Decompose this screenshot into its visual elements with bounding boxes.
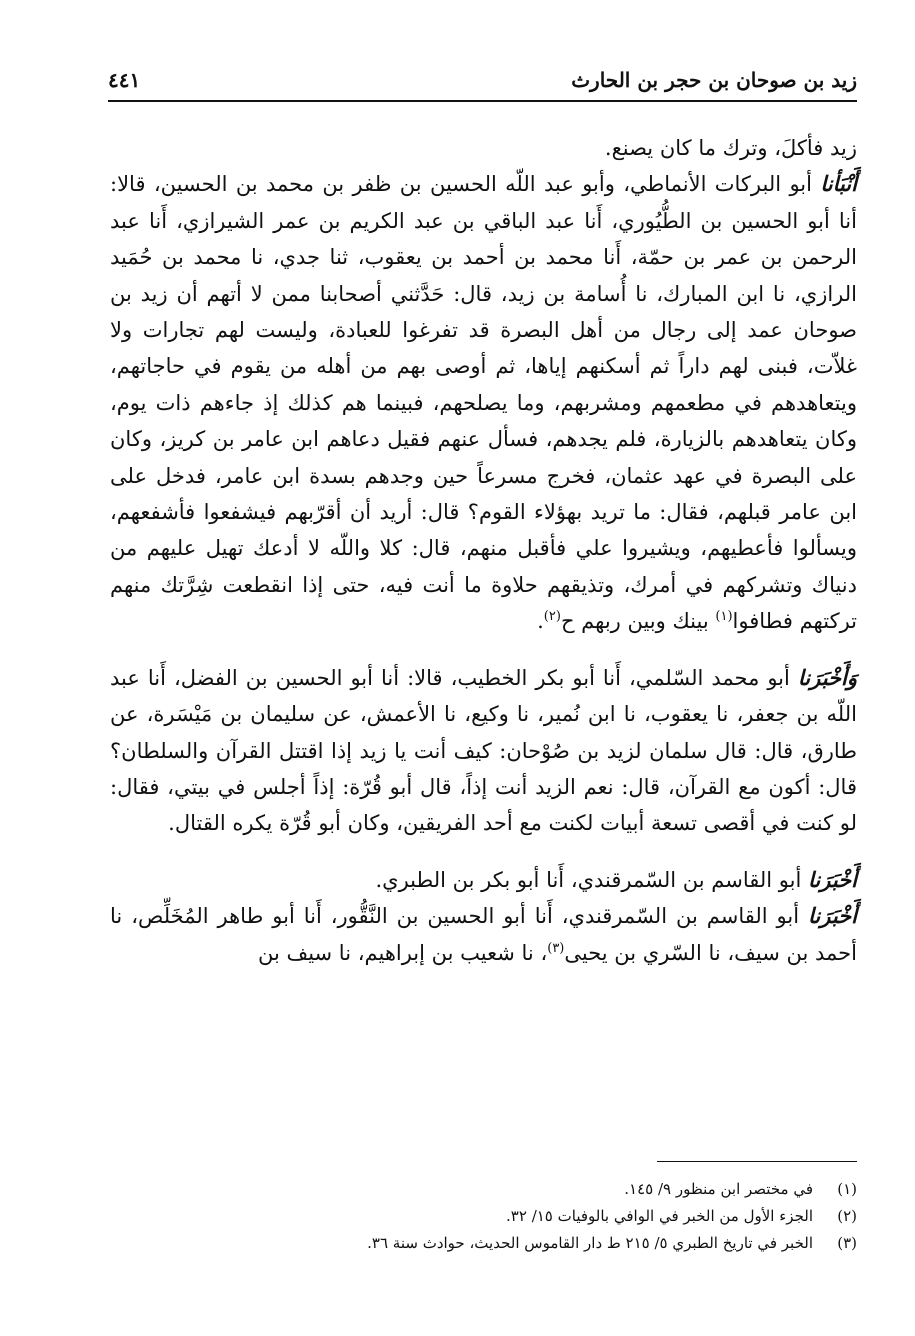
paragraph-text: أبو القاسم بن السّمرقندي، أَنا أبو الحسين بن النَّقُّور، أَنا أبو طاهر المُخَلِّص، نا أحمد بن سيف، نا السّري بن يحيى (110, 904, 857, 965)
footnote-divider (657, 1161, 857, 1162)
page-number: ٤٤١ (108, 68, 141, 92)
footnote-marker[interactable]: (٢) (543, 609, 561, 625)
footnote-number: (٣) (837, 1234, 857, 1252)
footnote-marker[interactable]: (١) (715, 609, 733, 625)
page-title: زيد بن صوحان بن حجر بن الحارث (571, 68, 857, 92)
footnote-number: (١) (837, 1180, 857, 1198)
paragraph-1 (110, 130, 857, 166)
paragraph-lead: أَنْبَأنا (820, 171, 857, 197)
paragraph-text: ، نا شعيب بن إبراهيم، نا سيف بن (257, 940, 548, 965)
paragraph-2 (110, 166, 857, 639)
paragraph-text: أبو القاسم بن السّمرقندي، أَنا أبو بكر بن الطبري. (375, 867, 809, 892)
footnotes (110, 1176, 857, 1257)
paragraph-text: زيد فأكلَ، وترك ما كان يصنع. (604, 136, 857, 160)
paragraph-text: أبو محمد السّلمي، أَنا أبو بكر الخطيب، قالا: أنا أبو الحسين بن الفضل، أَنا عبد اللّه بن جعفر، نا يعقوب، نا ابن نُمير، نا وكيع، نا الأعمش، عن سليمان بن مَيْسَرة، عن طارق، قال: قال سلمان لزيد بن صُوْحان: كيف أنت يا زيد إذا اقتتل القرآن والسلطان؟ قال: أكون مع القرآن، قال: نعم الزيد أنت إذاً، قال أبو قُرّة: إذاً أجلس في بيتي، فقال: لو كنت في أقصى تسعة أبيات لكنت مع أحد الفريقين، وكان أبو قُرّة يكره القتال. (110, 665, 857, 836)
paragraph-lead: أَخْبَرَنا (808, 903, 857, 929)
paragraph-5 (110, 898, 857, 971)
footnote-text: الخبر في تاريخ الطبري ٥/ ٢١٥ ط دار القاموس الحديث، حوادث سنة ٣٦. (367, 1234, 813, 1252)
footnote-item (110, 1203, 857, 1230)
running-header (108, 62, 857, 98)
footnote-number: (٢) (837, 1207, 857, 1225)
header-divider (108, 100, 857, 102)
footnote-text: الجزء الأول من الخبر في الوافي بالوفيات ١٥/ ٣٢. (506, 1207, 813, 1225)
footnote-item (110, 1176, 857, 1203)
footnote-marker[interactable]: (٣) (547, 940, 565, 956)
paragraph-text: بينك وبين ربهم ح (560, 609, 716, 634)
footnote-item (110, 1230, 857, 1257)
main-text (110, 130, 857, 971)
footnote-text: في مختصر ابن منظور ٩/ ١٤٥. (624, 1180, 813, 1198)
paragraph-text: أبو البركات الأنماطي، وأبو عبد اللّه الحسين بن ظفر بن محمد بن الحسين، قالا: أنا أبو الحسين بن الطُّيُوري، أَنا عبد الباقي بن عبد الكريم بن عمر الشيرازي، أَنا عبد الرحمن بن عمر بن حمّة، أَنا محمد بن أحمد بن يعقوب، ثنا جدي، نا محمد بن حُمَيد الرازي، نا ابن المبارك، نا أُسامة بن زيد، قال: حَدَّثني أصحابنا ممن لا أتهم أن زيد بن صوحان عمد إلى رجال من أهل البصرة قد تفرغوا للعبادة، وليست لهم تجارات ولا غلاّت، فبنى لهم داراً ثم أسكنهم إياها، ثم أوصى بهم من أهله من يقوم في حاجاتهم، ويتعاهدهم في مطعمهم ومشربهم، وما يصلحهم، فبينما هم كذلك إذ جاءهم ذات يوم، وكان يتعاهدهم بالزيارة، فلم يجدهم، فسأل عنهم فقيل دعاهم ابن عامر بن كريز، وكان على البصرة في عهد عثمان، فخرج مسرعاً حين وجدهم بسدة ابن عامر، فدخل على ابن عامر قبلهم، فقال: ما تريد بهؤلاء القوم؟ قال: أريد أن أقرّبهم فيشفعوا فأشفعهم، ويسألوا فأعطيهم، ويشيروا علي فأقبل منهم، قال: كلا واللّه لا أدعك تهيل عليهم من دنياك وتشركهم في أمرك، وتذيقهم حلاوة ما أنت فيه، حتى إذا انقطعت شِرَّتك منهم تركتهم فطافوا (110, 172, 857, 634)
paragraph-4 (110, 862, 857, 898)
paragraph-lead: وَأَخْبَرَنا (797, 664, 857, 690)
paragraph-3 (110, 660, 857, 842)
paragraph-text: . (537, 609, 544, 634)
paragraph-lead: أَخْبَرَنا (808, 866, 857, 892)
